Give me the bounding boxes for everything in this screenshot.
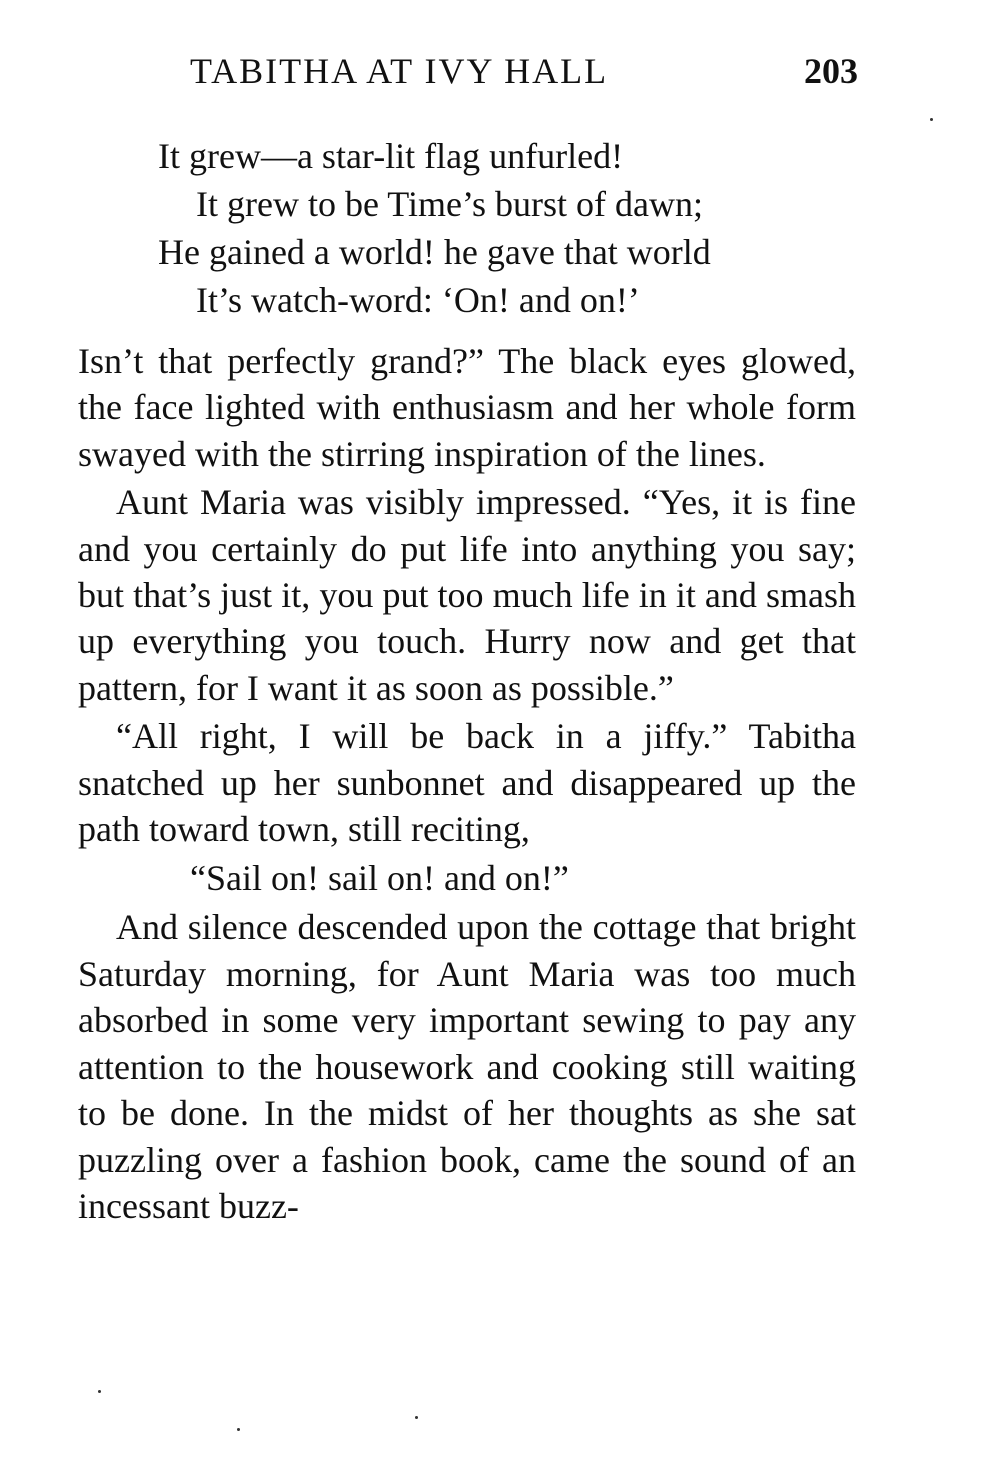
scan-speck <box>930 118 933 121</box>
paragraph: And silence descended upon the cottage that bright Saturday morning, for Aunt Maria was too much absorbed in some very important sewing to pay any attention to the housework and cooking still waiting to be done. In the midst of her thoughts as she sat puzzling over a fashion book, came the sound of an incessant buzz- <box>78 907 856 1226</box>
running-title: TABITHA AT IVY HALL <box>190 51 609 91</box>
page-number: 203 <box>804 51 858 91</box>
paragraph: Aunt Maria was visibly impressed. “Yes, it is fine and you certainly do put life into anything you say; but that’s just it, you put too much life in it and smash up everything you touch. Hurry now and get that pattern, for I want it as soon as possible.” <box>78 482 856 708</box>
poem-line: It grew to be Time’s burst of dawn; <box>196 184 703 224</box>
poem-stanza <box>158 132 858 324</box>
poem-line: He gained a world! he gave that world <box>158 232 711 272</box>
poem-line: It grew—a star-lit flag unfurled! <box>158 136 624 176</box>
page-header <box>78 46 858 96</box>
scan-speck <box>98 1390 101 1393</box>
body-text <box>78 338 856 1231</box>
paragraph: Isn’t that perfectly grand?” The black eyes glowed, the face lighted with enthusiasm and her whole form swayed with the stirring inspiration of the lines. <box>78 341 856 474</box>
scan-speck <box>415 1416 418 1419</box>
poem-line: It’s watch-word: ‘On! and on!’ <box>196 280 640 320</box>
scan-speck <box>237 1428 240 1431</box>
verse-quote: “Sail on! sail on! and on!” <box>190 858 569 899</box>
paragraph: “All right, I will be back in a jiffy.” Tabitha snatched up her sunbonnet and disappeared up the path toward town, still reciting, <box>78 716 856 850</box>
